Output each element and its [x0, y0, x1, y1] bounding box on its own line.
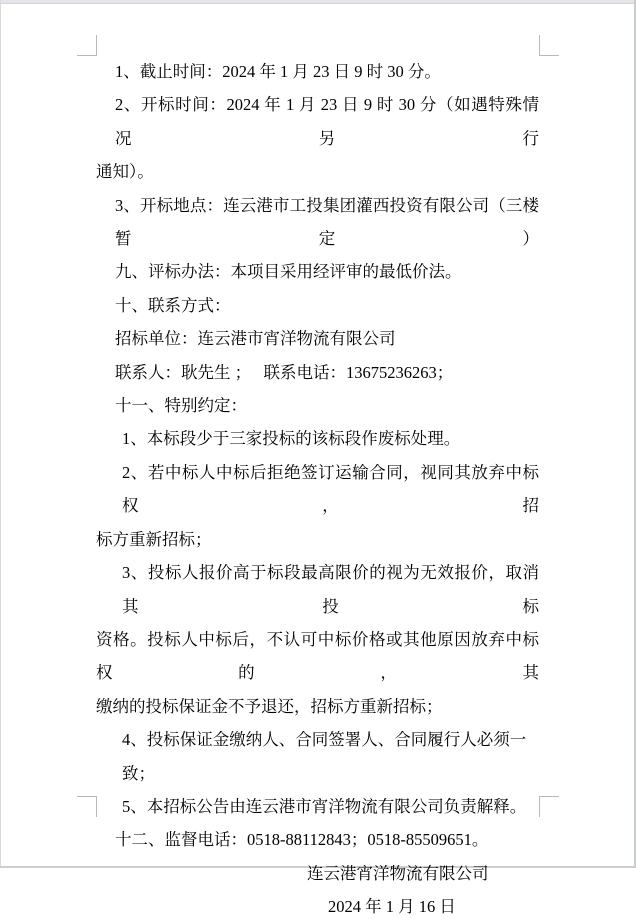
document-line: 2、若中标人中标后拒绝签订运输合同，视同其放弃中标权，招 [122, 462, 539, 516]
viewer-top-edge [0, 0, 636, 4]
document-line: 4、投标保证金缴纳人、合同签署人、合同履行人必须一致； [122, 730, 527, 783]
document-line: 十、联系方式： [115, 295, 231, 315]
document-line: 联系人：耿先生 ； 联系电话：13675236263； [115, 362, 454, 382]
crop-mark-bottom-right [539, 796, 559, 817]
crop-mark-bottom-left [77, 796, 97, 817]
document-line: 2、开标时间：2024 年 1 月 23 日 9 时 30 分（如遇特殊情况另行 [115, 95, 539, 148]
document-line: 标方重新招标； [96, 529, 212, 549]
document-line: 资格。投标人中标后，不认可中标价格或其他原因放弃中标权的，其 [96, 629, 539, 683]
document-line: 通知）。 [96, 162, 154, 182]
document-line: 十一、特别约定： [115, 396, 247, 416]
document-line: 2024 年 1 月 16 日 [328, 897, 456, 917]
document-line: 缴纳的投标保证金不予退还，招标方重新招标； [96, 696, 443, 716]
crop-mark-top-right [539, 35, 559, 56]
viewer-left-edge [0, 0, 1, 868]
document-line: 1、截止时间：2024 年 1 月 23 日 9 时 30 分。 [115, 62, 441, 81]
document-line: 十二、监督电话：0518-88112843；0518-85509651。 [115, 830, 489, 850]
document-line: 3、开标地点：连云港市工投集团灌西投资有限公司（三楼暂定） [115, 195, 539, 249]
document-line: 连云港宵洋物流有限公司 [307, 863, 489, 883]
document-line: 九、评标办法：本项目采用经评审的最低价法。 [115, 262, 462, 282]
document-line: 1、本标段少于三家投标的该标段作废标处理。 [122, 429, 461, 449]
document-line: 5、本招标公告由连云港市宵洋物流有限公司负责解释。 [122, 796, 527, 816]
document-text [96, 55, 539, 924]
document-line: 3、投标人报价高于标段最高限价的视为无效报价，取消其投标 [122, 563, 539, 616]
document-line: 招标单位：连云港市宵洋物流有限公司 [115, 329, 396, 349]
crop-mark-top-left [77, 35, 97, 56]
